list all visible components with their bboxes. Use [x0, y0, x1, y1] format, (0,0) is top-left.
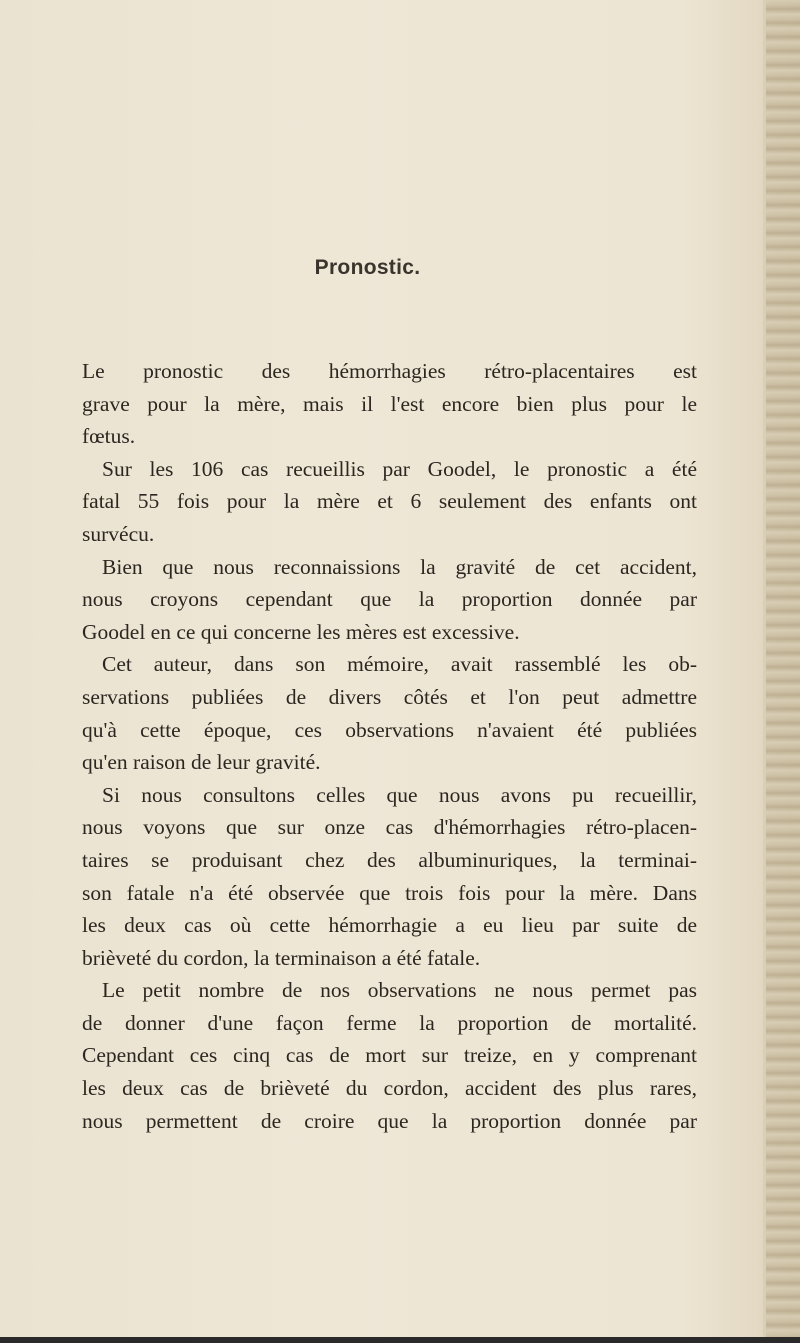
text-line: son fatale n'a été observée que trois fois pour la mère. Dans — [82, 880, 697, 905]
text-line: brièveté du cordon, la terminaison a été fatale. — [82, 945, 481, 970]
text-line: qu'à cette époque, ces observations n'avaient été publiées — [82, 717, 697, 742]
text-line: Si nous consultons celles que nous avons pu recueillir, — [102, 782, 697, 807]
text-line: Cependant ces cinq cas de mort sur treize, en y comprenant — [82, 1043, 697, 1068]
page-bottom-edge — [0, 1337, 800, 1343]
text-line: fœtus. — [82, 424, 136, 449]
text-line: Le pronostic des hémorrhagies rétro-placentaires est — [82, 359, 697, 383]
text-line: Bien que nous reconnaissions la gravité de cet accident, — [102, 554, 697, 579]
text-line: fatal 55 fois pour la mère et 6 seulement des enfants ont — [82, 489, 697, 514]
text-line: nous voyons que sur onze cas d'hémorrhagies rétro-placen- — [82, 815, 697, 840]
text-line: taires se produisant chez des albuminuriques, la terminai- — [82, 847, 697, 872]
text-line: les deux cas de brièveté du cordon, accident des plus rares, — [82, 1076, 697, 1101]
text-line: Cet auteur, dans son mémoire, avait rassemblé les ob- — [102, 652, 697, 677]
text-line: nous permettent de croire que la proportion donnée par — [82, 1108, 697, 1133]
text-line: de donner d'une façon ferme la proportion de mortalité. — [82, 1010, 697, 1035]
text-line: les deux cas où cette hémorrhagie a eu lieu par suite de — [82, 913, 697, 938]
text-line: Goodel en ce qui concerne les mères est excessive. — [82, 619, 520, 644]
text-line: qu'en raison de leur gravité. — [82, 750, 321, 775]
text-line: grave pour la mère, mais il l'est encore bien plus pour le — [82, 391, 697, 416]
book-gutter — [766, 0, 800, 1343]
text-line: survécu. — [82, 521, 155, 546]
body-text — [82, 355, 697, 1137]
text-line: Sur les 106 cas recueillis par Goodel, le pronostic a été — [102, 456, 697, 481]
section-heading: Pronostic. — [314, 256, 421, 279]
text-line: nous croyons cependant que la proportion donnée par — [82, 587, 697, 612]
gutter-edge — [763, 0, 766, 1343]
text-line: servations publiées de divers côtés et l'on peut admettre — [82, 684, 697, 709]
text-line: Le petit nombre de nos observations ne nous permet pas — [102, 978, 697, 1003]
